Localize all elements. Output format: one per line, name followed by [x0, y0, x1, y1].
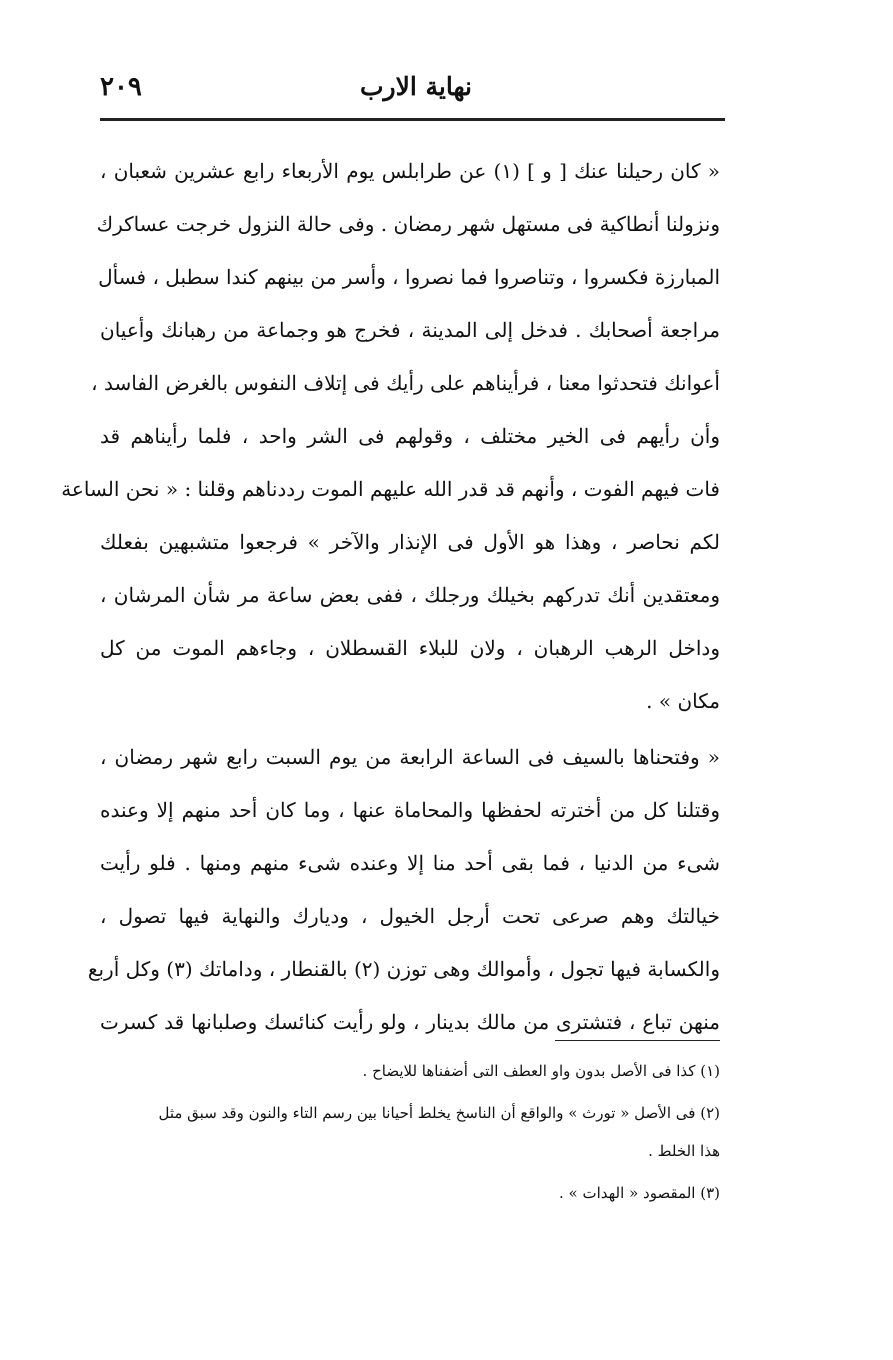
paragraph-1 [61, 145, 720, 728]
text-line: « كان رحيلنا عنك [ و ] (١) عن طرابلس يوم الأربعاء رابع عشرين شعبان ، [100, 159, 720, 183]
body-text [61, 145, 720, 1049]
text-line: منهن تباع ، فتشترى من مالك بدينار ، ولو رأيت كنائسك وصلبانها قد كسرت [100, 1010, 720, 1034]
text-line: مكان » . [646, 689, 720, 713]
footnote-2-line-1: (٢) فى الأصل « تورث » والواقع أن الناسخ يخلط أحيانا بين رسم التاء والنون وقد سبق مثل [158, 1104, 720, 1122]
text-line: وأن رأيهم فى الخير مختلف ، وقولهم فى الشر واحد ، فلما رأيناهم قد [100, 424, 720, 448]
page-number: ٢٠٩ [100, 72, 142, 102]
text-line: المبارزة فكسروا ، وتناصروا فما نصروا ، وأسر من بينهم كندا سطبل ، فسأل [98, 265, 720, 289]
text-line: شىء من الدنيا ، فما بقى أحد منا إلا وعنده شىء منهم ومنها . فلو رأيت [100, 851, 720, 875]
footnote-1: (١) كذا فى الأصل بدون واو العطف التى أضفناها للايضاح . [362, 1062, 720, 1080]
page-header [100, 70, 720, 115]
footnote-2 [100, 1094, 720, 1170]
text-line: ومعتقدين أنك تدركهم بخيلك ورجلك ، ففى بعض ساعة مر شأن المرشان ، [100, 583, 720, 607]
footnote-3: (٣) المقصود « الهدات » . [559, 1184, 720, 1202]
text-line: « وفتحناها بالسيف فى الساعة الرابعة من يوم السبت رابع شهر رمضان ، [100, 745, 720, 769]
running-title: نهاية الارب [360, 72, 472, 101]
footnote-2-line-2: هذا الخلط . [648, 1142, 720, 1160]
text-line: مراجعة أصحابك . فدخل إلى المدينة ، فخرج هو وجماعة من رهبانك وأعيان [100, 318, 720, 342]
paragraph-2 [87, 731, 720, 1049]
text-line: لكم نحاصر ، وهذا هو الأول فى الإنذار والآخر » فرجعوا متشبهين بفعلك [100, 530, 720, 554]
footnotes [100, 1052, 720, 1212]
header-rule [100, 118, 725, 121]
text-line: أعوانك فتحدثوا معنا ، فرأيناهم على رأيك فى إتلاف النفوس بالغرض الفاسد ، [91, 371, 720, 395]
text-line: خيالتك وهم صرعى تحت أرجل الخيول ، وديارك والنهاية فيها تصول ، [100, 904, 720, 928]
text-line: ونزولنا أنطاكية فى مستهل شهر رمضان . وفى حالة النزول خرجت عساكرك [96, 212, 720, 236]
text-line: وقتلنا كل من أخترته لحفظها والمحاماة عنها ، وما كان أحد منهم إلا وعنده [100, 798, 720, 822]
text-line: فات فيهم الفوت ، وأنهم قد قدر الله عليهم الموت رددناهم وقلنا : « نحن الساعة [61, 477, 720, 501]
text-line: وداخل الرهب الرهبان ، ولان للبلاء القسطلان ، وجاءهم الموت من كل [100, 636, 720, 660]
text-line: والكسابة فيها تجول ، وأموالك وهى توزن (٢) بالقنطار ، وداماتك (٣) وكل أربع [87, 957, 720, 981]
footnote-rule [555, 1040, 720, 1041]
